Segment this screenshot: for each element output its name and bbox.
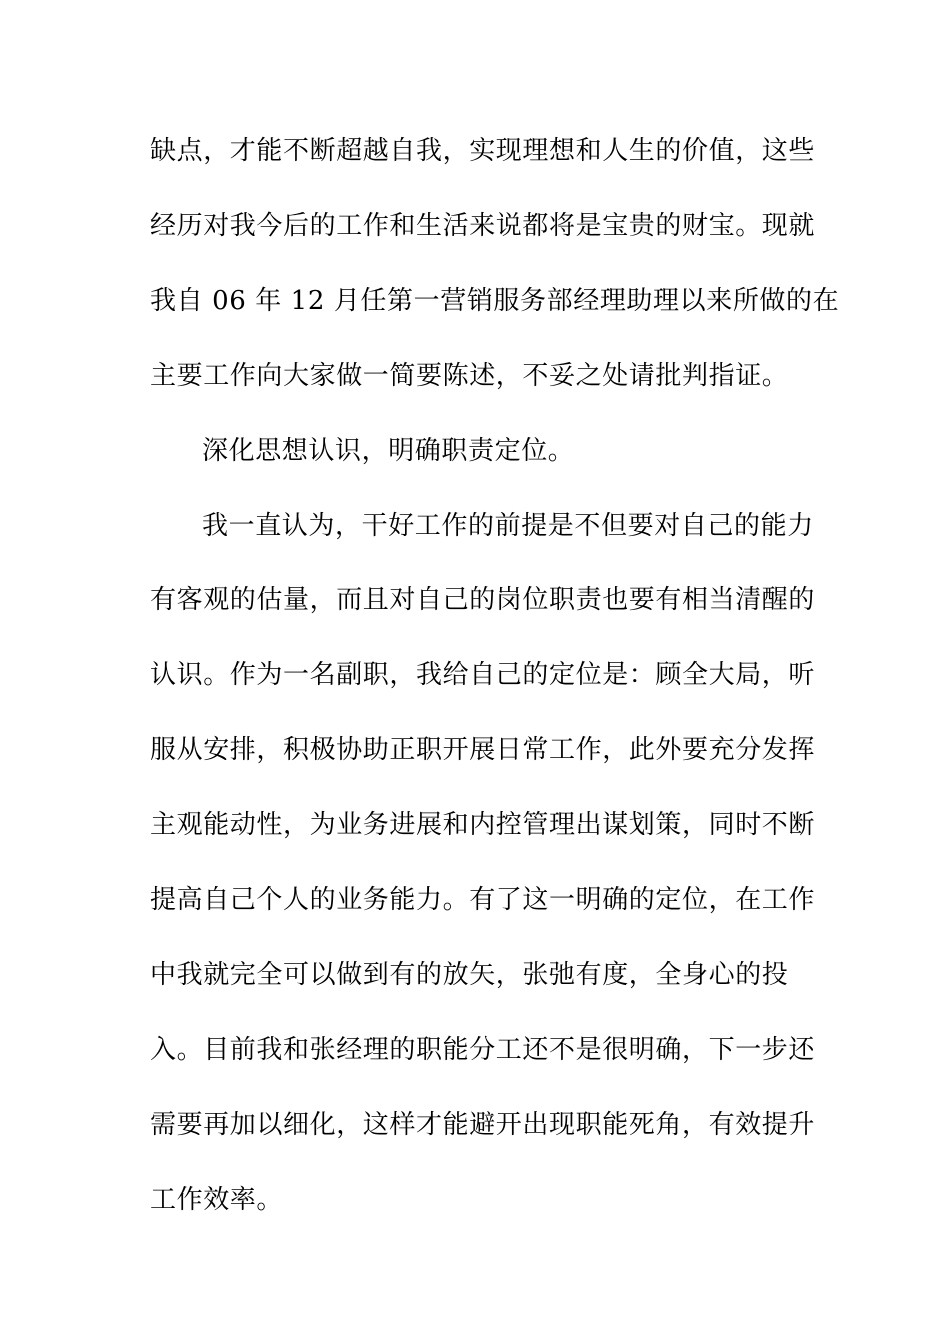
text-line: 工作效率。 [150, 1185, 284, 1215]
text-line: 我一直认为，干好工作的前提是不但要对自己的能力 [202, 511, 814, 541]
text-line: 入。目前我和张经理的职能分工还不是很明确，下一步还 [150, 1035, 816, 1065]
text-line: 认识。作为一名副职，我给自己的定位是：顾全大局，听 [150, 660, 816, 690]
text-line: 服从安排，积极协助正职开展日常工作，此外要充分发挥 [150, 735, 816, 765]
text-line: 需要再加以细化，这样才能避开出现职能死角，有效提升 [150, 1110, 816, 1140]
text-line: 提高自己个人的业务能力。有了这一明确的定位，在工作 [150, 885, 816, 915]
text-line: 主观能动性，为业务进展和内控管理出谋划策，同时不断 [150, 810, 816, 840]
text-line: 缺点，才能不断超越自我，实现理想和人生的价值，这些 [150, 136, 816, 166]
section-heading: 深化思想认识，明确职责定位。 [202, 436, 575, 466]
text-line: 经历对我今后的工作和生活来说都将是宝贵的财宝。现就 [150, 211, 816, 241]
text-line: 我自 06 年 12 月任第一营销服务部经理助理以来所做的在 [150, 286, 840, 316]
text-line: 中我就完全可以做到有的放矢，张弛有度，全身心的投 [150, 960, 789, 990]
text-line: 有客观的估量，而且对自己的岗位职责也要有相当清醒的 [150, 585, 816, 615]
text-line: 主要工作向大家做一简要陈述，不妥之处请批判指证。 [150, 361, 789, 391]
